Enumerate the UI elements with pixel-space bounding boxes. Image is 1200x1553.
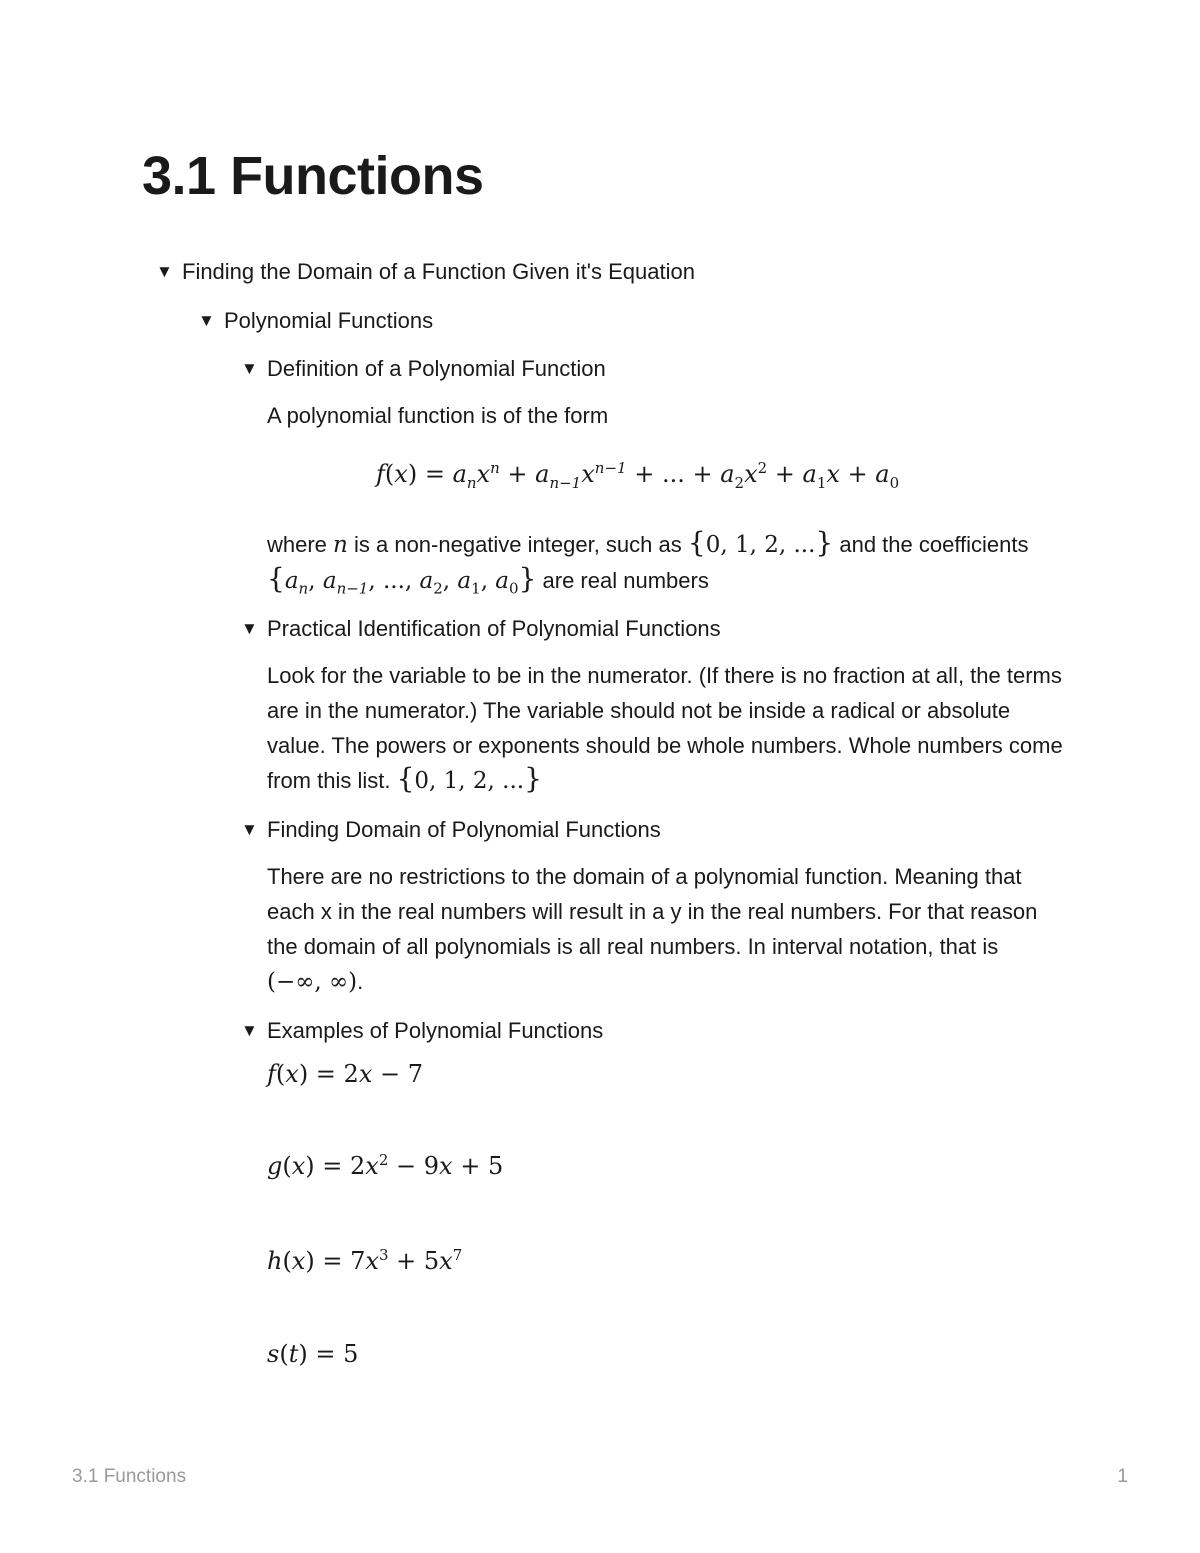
text-run: . [357, 969, 364, 994]
text-run: Look for the variable to be in the numerator. (If there is no fraction at all, the terms are in the numerator.) The variable should not be inside a radical or absolute value. The powers or exponents should be whole numbers. Whole numbers come from this list. [267, 663, 1063, 793]
practical-paragraph [267, 658, 1067, 799]
footer-title: 3.1 Functions [72, 1466, 187, 1487]
variable-n: n [333, 532, 348, 558]
text-run: There are no restrictions to the domain of a polynomial function. Meaning that each x in the real numbers will result in a y in the real numbers. For that reason the domain of all polynomials is all real numbers. In interval notation, that is [267, 864, 1038, 959]
text-run: where [267, 532, 334, 557]
set-whole-numbers: {0, 1, 2, ...} [396, 762, 542, 795]
text-run: are real numbers [536, 568, 709, 593]
set-whole-numbers: {0, 1, 2, ...} [687, 526, 834, 559]
toggle-label: Finding Domain of Polynomial Functions [267, 817, 661, 842]
triangle-down-icon[interactable]: ▼ [241, 619, 258, 638]
triangle-down-icon[interactable]: ▼ [241, 1021, 258, 1040]
text-run: and the coefficients [833, 532, 1029, 557]
example-equation-g: $g(x) = 2x^2 - 9x + 5$ [267, 1151, 504, 1180]
definition-where-text [267, 527, 1087, 599]
toggle-polynomial-functions[interactable] [198, 306, 433, 336]
interval-notation: (−∞, ∞) [267, 969, 358, 995]
toggle-practical-identification[interactable] [241, 614, 721, 644]
example-equation-h: $h(x) = 7x^3 + 5x^7$ [267, 1246, 463, 1275]
definition-intro: A polynomial function is of the form [267, 403, 609, 428]
finding-domain-paragraph [267, 859, 1067, 1000]
toggle-examples[interactable] [241, 1016, 603, 1046]
page-title: 3.1 Functions [142, 146, 484, 206]
toggle-finding-domain[interactable] [241, 815, 661, 845]
toggle-definition[interactable] [241, 354, 606, 384]
triangle-down-icon[interactable]: ▼ [156, 262, 173, 281]
triangle-down-icon[interactable]: ▼ [241, 820, 258, 839]
text-run: is a non-negative integer, such as [347, 532, 688, 557]
triangle-down-icon[interactable]: ▼ [198, 311, 215, 330]
example-equation-s: s(t) = 5 [267, 1340, 359, 1368]
general-polynomial-equation: $f(x) = a_nx^n + a_{n-1}x^{n-1}$ + ... + $a_2x^2 + a_1x + a_0$ [376, 459, 900, 492]
example-equation-f: f(x) = 2x − 7 [267, 1060, 423, 1088]
triangle-down-icon[interactable]: ▼ [241, 359, 258, 378]
toggle-label: Examples of Polynomial Functions [267, 1018, 604, 1043]
footer-page-number: 1 [1117, 1466, 1128, 1487]
toggle-label: Practical Identification of Polynomial Functions [267, 616, 721, 641]
toggle-label: Definition of a Polynomial Function [267, 356, 606, 381]
toggle-domain-section[interactable] [156, 257, 695, 287]
toggle-label: Finding the Domain of a Function Given it's Equation [182, 259, 695, 284]
coefficient-set: {$a_n$, $a_{n-1}$, ..., $a_2$, $a_1$, $a_0$} [267, 562, 537, 598]
toggle-label: Polynomial Functions [224, 308, 434, 333]
